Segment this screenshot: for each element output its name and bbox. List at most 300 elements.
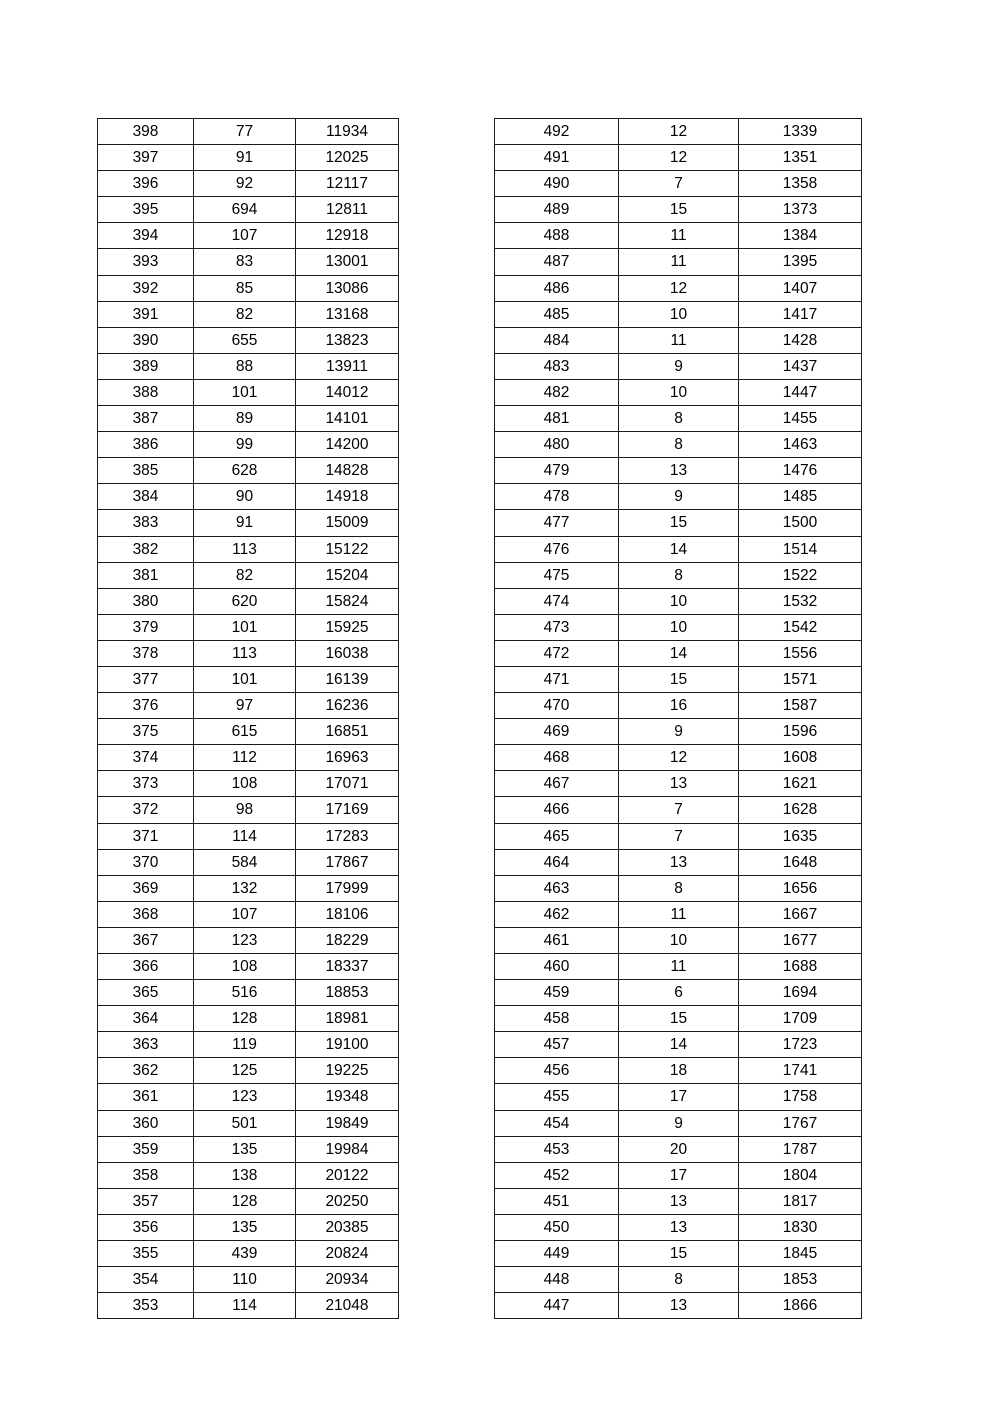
table-cell-cumulative: 19225 (296, 1058, 399, 1084)
table-cell-score: 369 (98, 875, 194, 901)
table-row (495, 379, 862, 405)
table-cell-cumulative: 13911 (296, 353, 399, 379)
table-row (98, 562, 399, 588)
table-row (98, 849, 399, 875)
table-cell-cumulative: 1587 (739, 693, 862, 719)
table-cell-score: 463 (495, 875, 619, 901)
table-cell-score: 381 (98, 562, 194, 588)
table-cell-count: 113 (194, 536, 296, 562)
table-cell-count: 12 (619, 745, 739, 771)
table-cell-score: 489 (495, 197, 619, 223)
table-cell-count: 99 (194, 432, 296, 458)
table-cell-cumulative: 17999 (296, 875, 399, 901)
table-cell-cumulative: 12025 (296, 145, 399, 171)
table-cell-cumulative: 1500 (739, 510, 862, 536)
table-cell-count: 82 (194, 562, 296, 588)
table-cell-score: 459 (495, 980, 619, 1006)
table-cell-score: 474 (495, 588, 619, 614)
table-cell-count: 128 (194, 1188, 296, 1214)
table-cell-count: 9 (619, 353, 739, 379)
table-cell-cumulative: 1571 (739, 666, 862, 692)
table-row (98, 1293, 399, 1319)
table-cell-count: 8 (619, 562, 739, 588)
table-row (98, 1241, 399, 1267)
table-cell-score: 482 (495, 379, 619, 405)
table-cell-score: 365 (98, 980, 194, 1006)
table-cell-score: 380 (98, 588, 194, 614)
table-cell-cumulative: 20934 (296, 1267, 399, 1293)
table-cell-score: 395 (98, 197, 194, 223)
table-cell-score: 370 (98, 849, 194, 875)
table-cell-score: 364 (98, 1006, 194, 1032)
table-row (495, 693, 862, 719)
table-cell-cumulative: 1667 (739, 901, 862, 927)
table-cell-score: 353 (98, 1293, 194, 1319)
table-cell-cumulative: 12117 (296, 171, 399, 197)
table-cell-cumulative: 15122 (296, 536, 399, 562)
table-cell-cumulative: 14101 (296, 406, 399, 432)
table-cell-cumulative: 16038 (296, 640, 399, 666)
table-cell-score: 455 (495, 1084, 619, 1110)
table-cell-cumulative: 21048 (296, 1293, 399, 1319)
table-cell-cumulative: 16851 (296, 719, 399, 745)
table-cell-score: 483 (495, 353, 619, 379)
table-cell-cumulative: 16236 (296, 693, 399, 719)
table-cell-cumulative: 1817 (739, 1188, 862, 1214)
table-cell-count: 112 (194, 745, 296, 771)
table-cell-cumulative: 1384 (739, 223, 862, 249)
table-cell-cumulative: 18853 (296, 980, 399, 1006)
table-cell-count: 584 (194, 849, 296, 875)
table-cell-score: 467 (495, 771, 619, 797)
table-row (98, 901, 399, 927)
table-cell-score: 398 (98, 119, 194, 145)
table-cell-count: 119 (194, 1032, 296, 1058)
table-cell-count: 135 (194, 1214, 296, 1240)
table-row (495, 901, 862, 927)
table-cell-cumulative: 15204 (296, 562, 399, 588)
table-cell-count: 85 (194, 275, 296, 301)
table-cell-score: 491 (495, 145, 619, 171)
table-cell-score: 471 (495, 666, 619, 692)
table-cell-score: 374 (98, 745, 194, 771)
table-row (495, 119, 862, 145)
table-row (495, 536, 862, 562)
table-cell-score: 375 (98, 719, 194, 745)
table-cell-cumulative: 1628 (739, 797, 862, 823)
table-cell-score: 359 (98, 1136, 194, 1162)
table-cell-score: 385 (98, 458, 194, 484)
table-cell-cumulative: 20824 (296, 1241, 399, 1267)
table-row (98, 875, 399, 901)
table-cell-score: 470 (495, 693, 619, 719)
table-cell-score: 476 (495, 536, 619, 562)
table-cell-cumulative: 1407 (739, 275, 862, 301)
table-cell-score: 387 (98, 406, 194, 432)
table-row (495, 640, 862, 666)
table-row (98, 327, 399, 353)
table-row (98, 353, 399, 379)
table-cell-cumulative: 1608 (739, 745, 862, 771)
table-cell-cumulative: 1804 (739, 1162, 862, 1188)
table-cell-count: 12 (619, 119, 739, 145)
table-cell-score: 386 (98, 432, 194, 458)
table-cell-count: 615 (194, 719, 296, 745)
table-cell-score: 458 (495, 1006, 619, 1032)
table-row (98, 980, 399, 1006)
table-cell-cumulative: 16963 (296, 745, 399, 771)
table-cell-count: 91 (194, 510, 296, 536)
table-cell-score: 462 (495, 901, 619, 927)
table-cell-count: 17 (619, 1162, 739, 1188)
table-row (98, 536, 399, 562)
table-cell-count: 16 (619, 693, 739, 719)
table-cell-count: 101 (194, 379, 296, 405)
table-cell-cumulative: 17071 (296, 771, 399, 797)
table-cell-cumulative: 1767 (739, 1110, 862, 1136)
left-table-body (98, 119, 399, 1319)
table-cell-score: 473 (495, 614, 619, 640)
table-cell-count: 620 (194, 588, 296, 614)
table-cell-score: 371 (98, 823, 194, 849)
table-row (98, 1032, 399, 1058)
table-row (495, 1058, 862, 1084)
table-cell-score: 396 (98, 171, 194, 197)
table-row (495, 301, 862, 327)
table-row (98, 1058, 399, 1084)
table-row (495, 954, 862, 980)
table-cell-count: 7 (619, 171, 739, 197)
table-cell-score: 366 (98, 954, 194, 980)
table-cell-score: 490 (495, 171, 619, 197)
table-row (495, 562, 862, 588)
table-cell-score: 481 (495, 406, 619, 432)
table-cell-count: 108 (194, 771, 296, 797)
table-cell-cumulative: 1635 (739, 823, 862, 849)
table-cell-score: 382 (98, 536, 194, 562)
table-cell-count: 18 (619, 1058, 739, 1084)
table-cell-count: 15 (619, 1241, 739, 1267)
table-cell-count: 101 (194, 666, 296, 692)
table-cell-cumulative: 1723 (739, 1032, 862, 1058)
table-row (98, 406, 399, 432)
table-row (495, 484, 862, 510)
table-cell-cumulative: 17169 (296, 797, 399, 823)
table-cell-score: 466 (495, 797, 619, 823)
table-row (98, 1214, 399, 1240)
table-row (98, 1136, 399, 1162)
table-cell-count: 628 (194, 458, 296, 484)
table-cell-score: 486 (495, 275, 619, 301)
table-cell-count: 10 (619, 614, 739, 640)
table-cell-count: 101 (194, 614, 296, 640)
table-cell-cumulative: 1542 (739, 614, 862, 640)
table-cell-count: 9 (619, 484, 739, 510)
table-row (98, 145, 399, 171)
table-row (98, 719, 399, 745)
table-row (98, 223, 399, 249)
table-cell-count: 89 (194, 406, 296, 432)
table-cell-score: 367 (98, 927, 194, 953)
table-cell-count: 97 (194, 693, 296, 719)
table-cell-score: 454 (495, 1110, 619, 1136)
table-cell-count: 20 (619, 1136, 739, 1162)
table-cell-count: 9 (619, 719, 739, 745)
table-cell-cumulative: 15824 (296, 588, 399, 614)
table-cell-count: 655 (194, 327, 296, 353)
table-row (98, 301, 399, 327)
table-cell-count: 88 (194, 353, 296, 379)
table-row (495, 797, 862, 823)
table-cell-cumulative: 15009 (296, 510, 399, 536)
table-cell-score: 379 (98, 614, 194, 640)
table-cell-count: 8 (619, 432, 739, 458)
table-cell-score: 383 (98, 510, 194, 536)
table-cell-count: 10 (619, 301, 739, 327)
table-cell-cumulative: 1677 (739, 927, 862, 953)
table-cell-score: 368 (98, 901, 194, 927)
table-cell-count: 90 (194, 484, 296, 510)
table-row (495, 1267, 862, 1293)
table-cell-score: 358 (98, 1162, 194, 1188)
table-cell-score: 363 (98, 1032, 194, 1058)
table-row (495, 510, 862, 536)
table-cell-score: 356 (98, 1214, 194, 1240)
table-cell-score: 390 (98, 327, 194, 353)
table-cell-score: 492 (495, 119, 619, 145)
table-row (98, 927, 399, 953)
table-cell-score: 391 (98, 301, 194, 327)
table-cell-count: 11 (619, 901, 739, 927)
table-row (495, 171, 862, 197)
table-row (495, 406, 862, 432)
table-cell-cumulative: 1648 (739, 849, 862, 875)
table-cell-cumulative: 19348 (296, 1084, 399, 1110)
table-cell-score: 464 (495, 849, 619, 875)
table-row (495, 1293, 862, 1319)
table-cell-cumulative: 17867 (296, 849, 399, 875)
table-cell-score: 488 (495, 223, 619, 249)
table-cell-cumulative: 1694 (739, 980, 862, 1006)
table-cell-score: 388 (98, 379, 194, 405)
table-row (495, 823, 862, 849)
right-table-body (495, 119, 862, 1319)
table-row (98, 275, 399, 301)
table-cell-cumulative: 15925 (296, 614, 399, 640)
table-cell-cumulative: 1621 (739, 771, 862, 797)
table-row (495, 588, 862, 614)
table-cell-score: 485 (495, 301, 619, 327)
table-row (98, 823, 399, 849)
table-cell-count: 11 (619, 327, 739, 353)
table-row (98, 745, 399, 771)
table-row (98, 432, 399, 458)
table-row (495, 1214, 862, 1240)
table-row (495, 614, 862, 640)
table-row (98, 197, 399, 223)
table-cell-count: 15 (619, 1006, 739, 1032)
table-cell-cumulative: 12918 (296, 223, 399, 249)
table-cell-cumulative: 1853 (739, 1267, 862, 1293)
table-cell-score: 377 (98, 666, 194, 692)
table-cell-cumulative: 20122 (296, 1162, 399, 1188)
table-cell-cumulative: 1476 (739, 458, 862, 484)
table-cell-cumulative: 11934 (296, 119, 399, 145)
table-cell-score: 360 (98, 1110, 194, 1136)
table-cell-count: 6 (619, 980, 739, 1006)
table-cell-cumulative: 1688 (739, 954, 862, 980)
table-row (495, 1162, 862, 1188)
table-cell-score: 354 (98, 1267, 194, 1293)
table-cell-score: 456 (495, 1058, 619, 1084)
table-cell-cumulative: 18981 (296, 1006, 399, 1032)
table-cell-count: 13 (619, 849, 739, 875)
table-cell-count: 114 (194, 1293, 296, 1319)
table-cell-cumulative: 1395 (739, 249, 862, 275)
table-cell-score: 475 (495, 562, 619, 588)
table-cell-score: 453 (495, 1136, 619, 1162)
table-cell-score: 478 (495, 484, 619, 510)
table-cell-score: 397 (98, 145, 194, 171)
table-cell-cumulative: 1514 (739, 536, 862, 562)
table-row (98, 1188, 399, 1214)
table-row (98, 1084, 399, 1110)
table-cell-count: 17 (619, 1084, 739, 1110)
table-cell-cumulative: 13168 (296, 301, 399, 327)
table-cell-score: 449 (495, 1241, 619, 1267)
table-cell-cumulative: 13001 (296, 249, 399, 275)
table-cell-score: 362 (98, 1058, 194, 1084)
table-cell-score: 394 (98, 223, 194, 249)
table-cell-cumulative: 12811 (296, 197, 399, 223)
table-cell-count: 15 (619, 510, 739, 536)
table-row (495, 458, 862, 484)
table-row (98, 379, 399, 405)
table-cell-score: 384 (98, 484, 194, 510)
table-cell-count: 8 (619, 875, 739, 901)
table-cell-count: 15 (619, 197, 739, 223)
table-cell-score: 372 (98, 797, 194, 823)
table-row (98, 1110, 399, 1136)
table-cell-cumulative: 1758 (739, 1084, 862, 1110)
table-cell-count: 11 (619, 249, 739, 275)
table-row (495, 719, 862, 745)
table-cell-count: 135 (194, 1136, 296, 1162)
table-cell-count: 14 (619, 640, 739, 666)
table-cell-score: 469 (495, 719, 619, 745)
table-cell-score: 461 (495, 927, 619, 953)
table-cell-count: 114 (194, 823, 296, 849)
table-cell-cumulative: 1845 (739, 1241, 862, 1267)
table-row (495, 327, 862, 353)
table-cell-count: 107 (194, 223, 296, 249)
table-cell-score: 487 (495, 249, 619, 275)
table-cell-count: 15 (619, 666, 739, 692)
table-row (98, 666, 399, 692)
table-cell-cumulative: 1741 (739, 1058, 862, 1084)
table-row (98, 588, 399, 614)
table-row (98, 119, 399, 145)
table-cell-count: 91 (194, 145, 296, 171)
table-row (495, 666, 862, 692)
table-cell-count: 10 (619, 379, 739, 405)
table-row (495, 849, 862, 875)
table-cell-score: 468 (495, 745, 619, 771)
table-row (495, 980, 862, 1006)
table-row (495, 145, 862, 171)
table-cell-cumulative: 1358 (739, 171, 862, 197)
table-cell-count: 8 (619, 406, 739, 432)
table-cell-cumulative: 18337 (296, 954, 399, 980)
table-cell-count: 439 (194, 1241, 296, 1267)
table-cell-score: 448 (495, 1267, 619, 1293)
table-row (495, 1032, 862, 1058)
table-cell-count: 123 (194, 1084, 296, 1110)
table-row (98, 1162, 399, 1188)
table-row (98, 171, 399, 197)
table-cell-cumulative: 1463 (739, 432, 862, 458)
table-cell-score: 378 (98, 640, 194, 666)
table-cell-cumulative: 1485 (739, 484, 862, 510)
table-cell-score: 451 (495, 1188, 619, 1214)
table-cell-cumulative: 1556 (739, 640, 862, 666)
table-cell-cumulative: 14200 (296, 432, 399, 458)
table-row (98, 954, 399, 980)
table-row (98, 510, 399, 536)
table-cell-cumulative: 19984 (296, 1136, 399, 1162)
table-cell-cumulative: 18106 (296, 901, 399, 927)
table-row (495, 875, 862, 901)
table-cell-cumulative: 1447 (739, 379, 862, 405)
table-row (98, 1006, 399, 1032)
table-cell-count: 7 (619, 823, 739, 849)
table-cell-count: 107 (194, 901, 296, 927)
table-cell-score: 484 (495, 327, 619, 353)
table-cell-score: 447 (495, 1293, 619, 1319)
table-cell-count: 92 (194, 171, 296, 197)
table-row (495, 771, 862, 797)
table-cell-cumulative: 1709 (739, 1006, 862, 1032)
table-cell-score: 452 (495, 1162, 619, 1188)
table-cell-score: 357 (98, 1188, 194, 1214)
table-row (495, 1006, 862, 1032)
table-cell-count: 138 (194, 1162, 296, 1188)
table-cell-score: 477 (495, 510, 619, 536)
table-cell-score: 392 (98, 275, 194, 301)
table-cell-cumulative: 1437 (739, 353, 862, 379)
left-score-distribution-table (97, 118, 399, 1319)
table-row (495, 1241, 862, 1267)
table-cell-count: 13 (619, 458, 739, 484)
table-row (495, 223, 862, 249)
table-row (98, 484, 399, 510)
table-cell-count: 14 (619, 536, 739, 562)
table-cell-cumulative: 19849 (296, 1110, 399, 1136)
table-cell-count: 13 (619, 1293, 739, 1319)
table-row (98, 249, 399, 275)
table-cell-count: 13 (619, 771, 739, 797)
table-cell-score: 472 (495, 640, 619, 666)
table-row (495, 1084, 862, 1110)
table-row (495, 745, 862, 771)
table-cell-cumulative: 16139 (296, 666, 399, 692)
table-cell-score: 373 (98, 771, 194, 797)
table-cell-cumulative: 1351 (739, 145, 862, 171)
table-cell-cumulative: 1373 (739, 197, 862, 223)
table-cell-cumulative: 18229 (296, 927, 399, 953)
table-cell-cumulative: 1787 (739, 1136, 862, 1162)
table-cell-count: 14 (619, 1032, 739, 1058)
